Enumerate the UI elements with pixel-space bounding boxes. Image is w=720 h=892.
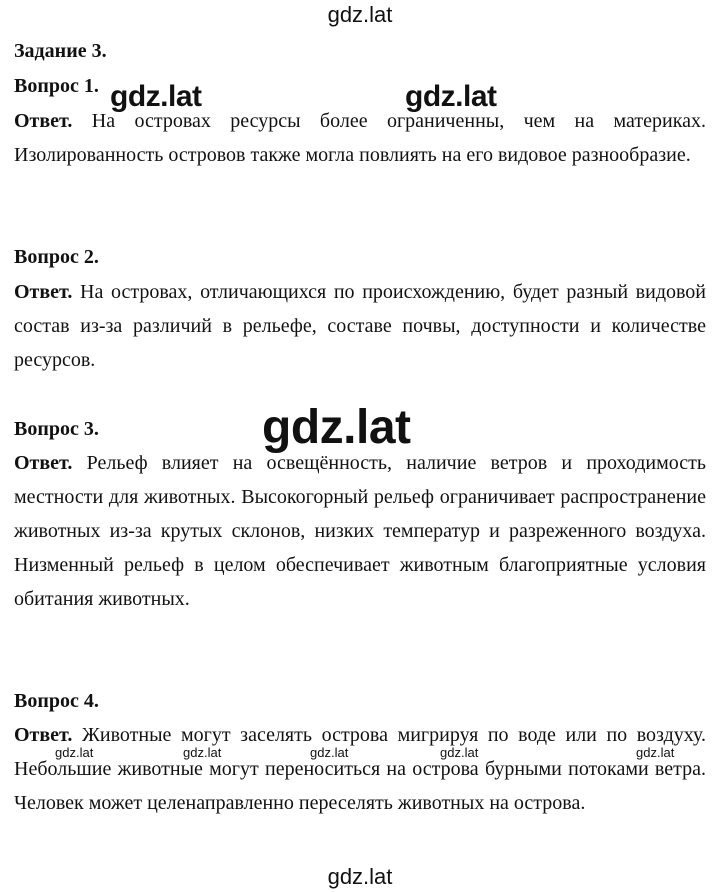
question-2-title: Вопрос 2. [14,246,99,268]
question-4-title: Вопрос 4. [14,690,99,712]
answer-label: Ответ. [14,452,73,474]
question-1-title: Вопрос 1. [14,75,99,97]
watermark-inline-right: gdz.lat [405,80,497,113]
watermark-small: gdz.lat [183,745,222,760]
question-1-answer [14,104,706,172]
watermark-small: gdz.lat [55,745,94,760]
watermark-small: gdz.lat [440,745,479,760]
answer-text: На островах ресурсы более ограниченны, чем на материках. Изолированность островов также могла повлиять на его видовое разнообразие. [14,110,706,166]
answer-label: Ответ. [14,724,73,746]
answer-label: Ответ. [14,110,73,132]
watermark-small: gdz.lat [310,745,349,760]
watermark-small: gdz.lat [636,745,675,760]
watermark-center: gdz.lat [262,401,411,454]
answer-text: На островах, отличающихся по происхождению, будет разный видовой состав из-за различий в рельефе, составе почвы, доступности и количестве ресурсов. [14,281,707,371]
question-4-answer [14,718,706,820]
watermark-bottom: gdz.lat [327,864,393,889]
task-title: Задание 3. [14,40,107,62]
watermark-inline-left: gdz.lat [110,80,202,113]
question-3-title: Вопрос 3. [14,418,99,440]
answer-label: Ответ. [14,281,73,303]
answer-text: Рельеф влияет на освещённость, наличие ветров и проходимость местности для животных. Высокогорный рельеф ограничивает распространение животных из-за крутых склонов, низких температур и разреженного воздуха. Низменный рельеф в целом обеспечивает животным благоприятные условия обитания животных. [14,452,706,610]
watermark-top: gdz.lat [327,2,393,27]
answer-text: Животные могут заселять острова мигрируя по воде или по воздуху. Небольшие животные могут переноситься на острова бурными потоками ветра. Человек может целенаправленно переселять животных на острова. [14,724,707,814]
question-2-answer [14,275,706,377]
question-3-answer [14,446,706,616]
